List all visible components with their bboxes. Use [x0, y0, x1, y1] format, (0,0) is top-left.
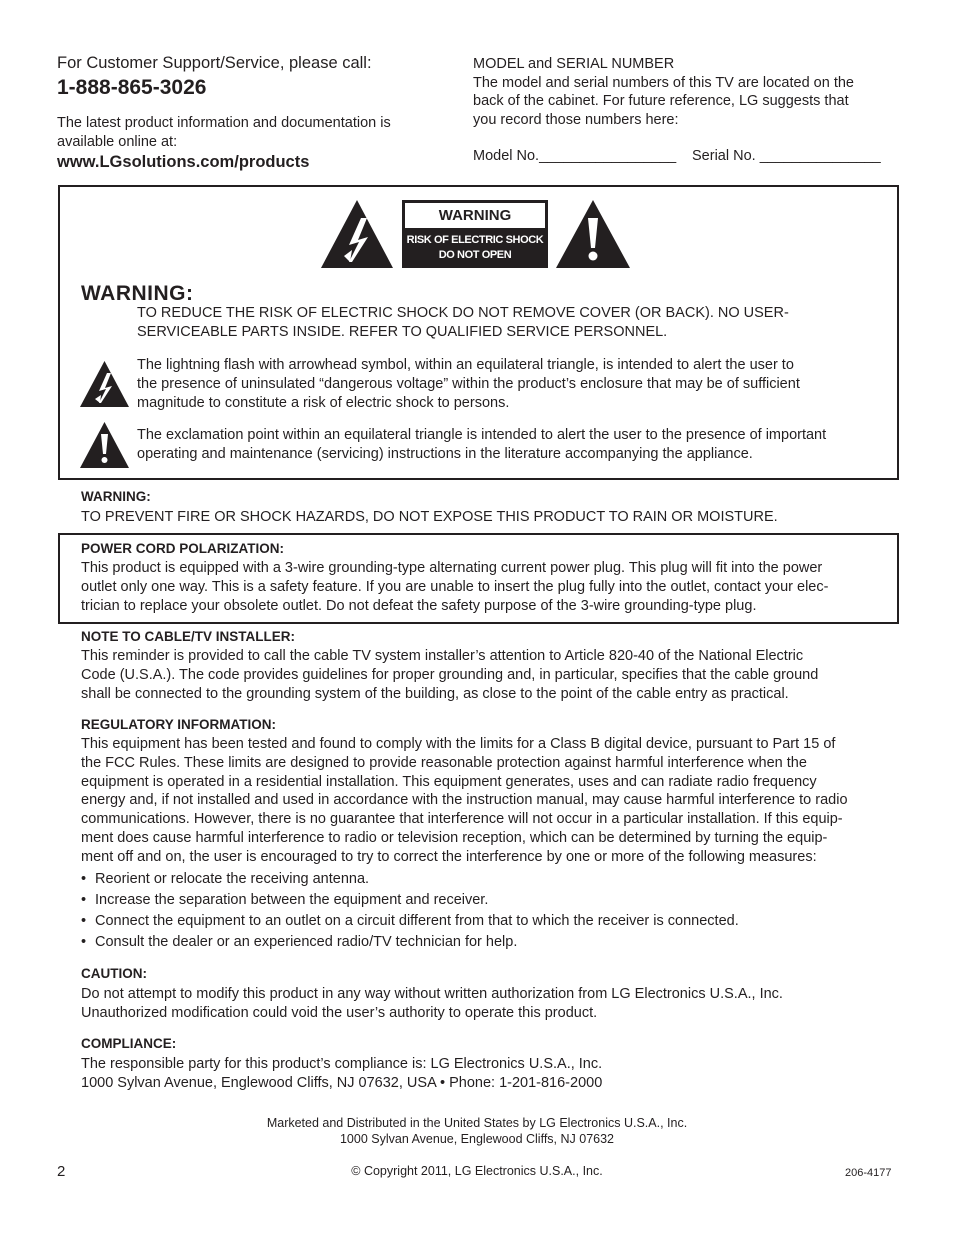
exclamation-triangle-icon [556, 200, 630, 268]
lightning-line: magnitude to constitute a risk of electric shock to persons. [137, 394, 510, 411]
regulatory-line: This equipment has been tested and found to comply with the limits for a Class B digital device, pursuant to Part 15 of [81, 736, 836, 752]
page-number: 2 [57, 1163, 66, 1180]
regulatory-heading: REGULATORY INFORMATION: [81, 717, 276, 732]
list-item: • Consult the dealer or an experienced radio/TV technician for help. [81, 932, 739, 953]
warning-main-text [137, 304, 789, 342]
cable-note-line: This reminder is provided to call the cable TV system installer’s attention to Article 820-40 of the National Electric [81, 648, 804, 664]
warning2-heading: WARNING: [81, 489, 151, 504]
exclamation-triangle-icon [80, 422, 129, 468]
caution-heading: CAUTION: [81, 966, 147, 981]
support-online-line2: available online at: [57, 134, 178, 150]
support-call-label: For Customer Support/Service, please call: [57, 54, 372, 72]
polarization-text [81, 559, 828, 615]
list-item: • Increase the separation between the equipment and receiver. [81, 890, 739, 911]
regulatory-line: the FCC Rules. These limits are designed to provide reasonable protection against harmful interference when the [81, 754, 807, 771]
model-number-field: Model No._________________ [473, 148, 677, 164]
warning-sign-line2: DO NOT OPEN [438, 249, 512, 261]
regulatory-line: ment off and on, the user is encouraged to try to correct the interference by one or more of the following measures: [81, 848, 817, 865]
lightning-explanation [137, 356, 800, 412]
model-serial-line: back of the cabinet. For future reference, LG suggests that [473, 93, 849, 109]
exclamation-line: operating and maintenance (servicing) instructions in the literature accompanying the appliance. [137, 445, 753, 462]
serial-number-field: Serial No. _______________ [692, 148, 881, 164]
model-serial-line: you record those numbers here: [473, 111, 679, 128]
regulatory-line: ment does cause harmful interference to radio or television reception, which can be determined by turning the equip- [81, 829, 828, 846]
shock-warning-sign [402, 200, 548, 268]
lightning-line: the presence of uninsulated “dangerous voltage” within the product’s enclosure that may be of sufficient [137, 375, 800, 392]
lightning-triangle-icon [80, 361, 129, 407]
marketed-line: Marketed and Distributed in the United States by LG Electronics U.S.A., Inc. [266, 1116, 688, 1130]
regulatory-text [81, 735, 848, 867]
document-code: 206-4177 [845, 1167, 892, 1179]
polarization-line: outlet only one way. This is a safety feature. If you are unable to insert the plug fully into the outlet, contact your elec- [81, 578, 829, 595]
warning-heading: WARNING: [81, 282, 194, 305]
marketed-by [0, 1115, 954, 1147]
model-serial-section [473, 55, 854, 129]
polarization-heading: POWER CORD POLARIZATION: [81, 541, 284, 556]
warning2-text: TO PREVENT FIRE OR SHOCK HAZARDS, DO NOT EXPOSE THIS PRODUCT TO RAIN OR MOISTURE. [81, 509, 778, 525]
compliance-heading: COMPLIANCE: [81, 1036, 177, 1051]
marketed-line: 1000 Sylvan Avenue, Englewood Cliffs, NJ 07632 [339, 1132, 615, 1146]
polarization-line: trician to replace your obsolete outlet. Do not defeat the safety purpose of the 3-wire grounding-type plug. [81, 597, 757, 614]
compliance-line: The responsible party for this product’s compliance is: LG Electronics U.S.A., Inc. [81, 1056, 603, 1072]
regulatory-line: equipment is operated in a residential installation. This equipment generates, uses and can radiate radio frequency [81, 773, 817, 790]
lightning-triangle-icon [321, 200, 393, 268]
copyright: © Copyright 2011, LG Electronics U.S.A., Inc. [351, 1164, 603, 1178]
cable-note-line: Code (U.S.A.). The code provides guidelines for proper grounding and, in particular, specifies that the cable ground [81, 666, 819, 683]
list-item: • Connect the equipment to an outlet on a circuit different from that to which the receiver is connected. [81, 911, 739, 932]
warning-main-line: TO REDUCE THE RISK OF ELECTRIC SHOCK DO NOT REMOVE COVER (OR BACK). NO USER- [137, 305, 789, 321]
lightning-line: The lightning flash with arrowhead symbol, within an equilateral triangle, is intended to alert the user to [137, 357, 794, 373]
list-item: • Reorient or relocate the receiving antenna. [81, 869, 739, 890]
exclamation-line: The exclamation point within an equilateral triangle is intended to alert the user to the presence of important [137, 427, 827, 443]
warning-main-line: SERVICEABLE PARTS INSIDE. REFER TO QUALIFIED SERVICE PERSONNEL. [137, 323, 668, 340]
cable-note-line: shall be connected to the grounding system of the building, as close to the point of the cable entry as practical. [81, 685, 789, 702]
warning-sign-line1: RISK OF ELECTRIC SHOCK [406, 234, 544, 246]
regulatory-line: communications. However, there is no guarantee that interference will not occur in a particular installation. If this equip- [81, 811, 843, 828]
regulatory-line: energy and, if not installed and used in accordance with the instruction manual, may cause harmful interference to radio [81, 792, 848, 809]
cable-note-text [81, 647, 818, 703]
polarization-line: This product is equipped with a 3-wire grounding-type alternating current power plug. This plug will fit into the power [81, 560, 823, 576]
compliance-text [81, 1055, 602, 1093]
regulatory-measures-list [81, 869, 739, 953]
caution-line: Unauthorized modification could void the user’s authority to operate this product. [81, 1004, 598, 1021]
support-online-line1: The latest product information and documentation is [57, 115, 391, 131]
support-phone: 1-888-865-3026 [57, 76, 207, 99]
caution-line: Do not attempt to modify this product in any way without written authorization from LG Electronics U.S.A., Inc. [81, 986, 783, 1002]
warning-sign-title: WARNING [404, 202, 546, 229]
compliance-line: 1000 Sylvan Avenue, Englewood Cliffs, NJ 07632, USA • Phone: 1-201-816-2000 [81, 1074, 603, 1091]
exclamation-explanation [137, 426, 826, 464]
cable-note-heading: NOTE TO CABLE/TV INSTALLER: [81, 629, 295, 644]
support-url-link[interactable]: www.LGsolutions.com/products [57, 153, 310, 171]
model-serial-title: MODEL and SERIAL NUMBER [473, 56, 675, 72]
caution-text [81, 985, 783, 1023]
model-serial-line: The model and serial numbers of this TV are located on the [473, 74, 854, 91]
